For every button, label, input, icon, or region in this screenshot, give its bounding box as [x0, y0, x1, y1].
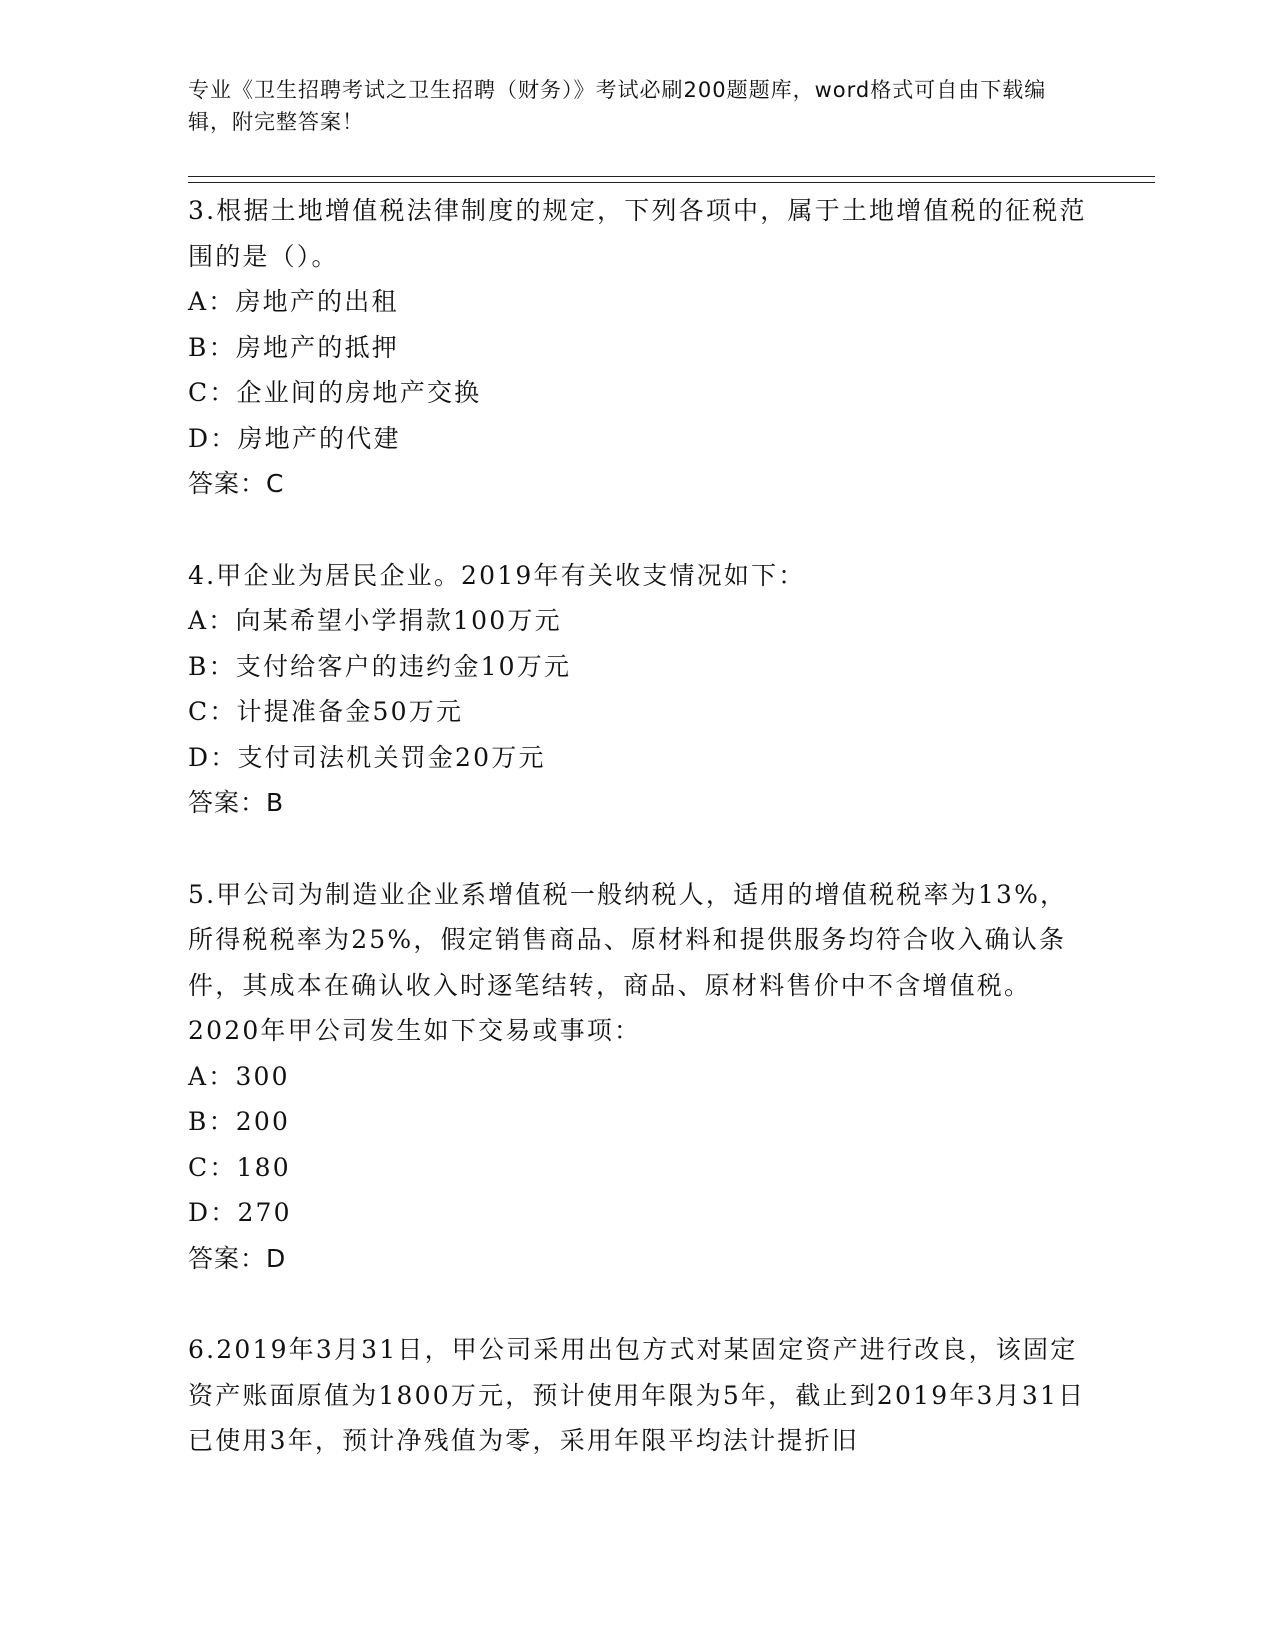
option-a: A：房地产的出租 [188, 287, 399, 316]
question-stem: 5.甲公司为制造业企业系增值税一般纳税人，适用的增值税税率为13%，所得税税率为25%，假定销售商品、原材料和提供服务均符合收入确认条件，其成本在确认收入时逐笔结转，商品、原材料售价中不含增值税。2020年甲公司发生如下交易或事项： [188, 879, 1068, 1045]
question-block-5 [188, 872, 1088, 1282]
question-spacer [188, 1281, 1088, 1327]
question-stem: 3.根据土地增值税法律制度的规定，下列各项中，属于土地增值税的征税范围的是（）。 [188, 196, 1087, 271]
document-header: 专业《卫生招聘考试之卫生招聘（财务）》考试必刷200题题库，word格式可自由下载编辑，附完整答案！ [188, 78, 1047, 134]
option-c: C：计提准备金50万元 [188, 697, 464, 726]
answer-line: 答案：C [188, 469, 285, 498]
question-block-4 [188, 553, 1088, 826]
option-a: A：300 [188, 1061, 290, 1091]
question-list [188, 188, 1088, 1464]
question-stem: 4.甲企业为居民企业。2019年有关收支情况如下： [188, 560, 806, 590]
question-spacer [188, 507, 1088, 553]
answer-line: 答案：B [188, 788, 285, 817]
option-b: B：支付给客户的违约金10万元 [188, 651, 572, 681]
option-a: A：向某希望小学捐款100万元 [188, 606, 562, 635]
option-d: D：房地产的代建 [188, 423, 401, 453]
question-block-3 [188, 188, 1088, 507]
answer-line: 答案：D [188, 1243, 287, 1273]
option-c: C：180 [188, 1152, 291, 1182]
question-block-6 [188, 1327, 1088, 1464]
option-b: B：房地产的抵押 [188, 332, 399, 362]
question-spacer [188, 826, 1088, 872]
question-stem: 6.2019年3月31日，甲公司采用出包方式对某固定资产进行改良，该固定资产账面原值为1800万元，预计使用年限为5年，截止到2019年3月31日已使用3年，预计净残值为零，采用年限平均法计提折旧 [188, 1335, 1086, 1455]
header-divider-thick [188, 176, 1155, 177]
option-d: D：支付司法机关罚金20万元 [188, 742, 546, 772]
option-b: B：200 [188, 1107, 291, 1136]
option-d: D：270 [188, 1198, 292, 1227]
header-divider-thin [188, 182, 1155, 183]
option-c: C：企业间的房地产交换 [188, 378, 482, 407]
